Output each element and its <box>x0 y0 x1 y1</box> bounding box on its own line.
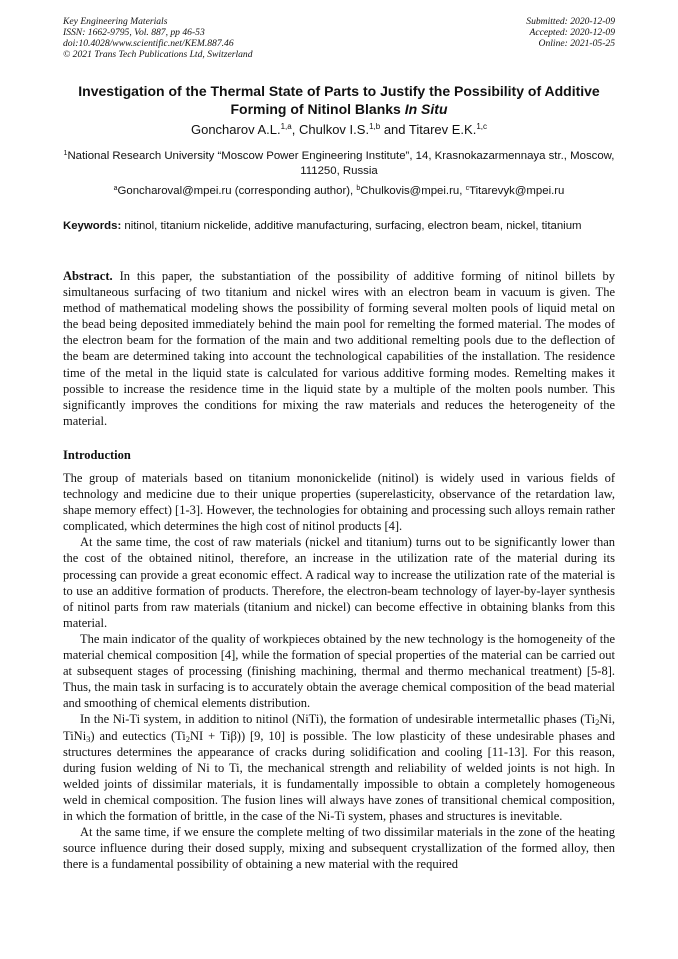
issn-line: ISSN: 1662-9795, Vol. 887, pp 46-53 <box>63 27 205 38</box>
section-heading-introduction: Introduction <box>63 448 131 462</box>
p4-sub-2: 3 <box>86 733 91 744</box>
abstract-text: In this paper, the substantiation of the possibility of additive forming of nitinol billets by simultaneous surfacing of two titanium and nickel wires with an electron beam in vacuum is given. The method of mathematical modeling shows the possibility of forming several molten pools of liquid metal on the bead being deposited immediately behind the main pool for remelting the formed material. The modes of the electron beam for the formation of the main and two additional remelting pools due to the deflection of the beam are determined taking into account the technological capabilities of the installation. The residence time of the metal in the liquid state is calculated for various additive forming modes. Remelting makes it possible to increase the residence time in the liquid state by a multiple of the molten pools number. This significantly improves the conditions for mixing the raw materials and reduces the heterogeneity of the material. <box>63 269 616 428</box>
p4-sub-3: 2 <box>185 733 191 744</box>
author-emails <box>63 184 615 199</box>
intro-paragraph-2: At the same time, the cost of raw materials (nickel and titanium) turns out to be significantly lower than the cost of the obtained nitinol, therefore, an increase in the utilization rate of the material during its processing can provide a great economic effect. A radical way to increase the utilization rate of the material is to use an additive formation of products. Therefore, the electron-beam technology of layer-by-layer synthesis of nitinol parts from raw materials (titanium and nickel) can become effective in obtaining blanks from this material. <box>63 535 615 630</box>
submission-dates <box>526 16 615 49</box>
introduction-body <box>63 470 615 872</box>
title-main: Investigation of the Thermal State of Parts to Justify the Possibility of Additive Forming of Nitinol Blanks <box>78 83 600 117</box>
abstract <box>63 268 615 429</box>
journal-name: Key Engineering Materials <box>63 16 168 27</box>
keywords <box>63 220 615 234</box>
author-2: Chulkov I.S. <box>298 122 370 137</box>
affiliation-text: National Research University “Moscow Power Engineering Institute”, 14, Krasnokazarmennaya str., Moscow, 111250, Russia <box>67 150 615 177</box>
p4-part-a: In the Ni-Ti system, in addition to nitinol (NiTi), the formation of undesirable intermetallic phases (Ti <box>80 712 596 727</box>
submitted-date: Submitted: 2020-12-09 <box>526 16 615 27</box>
keywords-label: Keywords: <box>63 220 122 232</box>
p4-sub-1: 2 <box>595 717 600 728</box>
author-1-sup: 1,a <box>280 122 292 131</box>
email-a-sup: a <box>113 185 118 192</box>
title-italic: In Situ <box>404 101 448 117</box>
author-list: Goncharov A.L.$^{1,a}$, Chulkov I.S.$^{1,b}$ and Titarev E.K.$^{1,c}$ <box>190 122 488 137</box>
doi-line: doi:10.4028/www.scientific.net/KEM.887.46 <box>63 38 234 49</box>
email-b-sup: b <box>356 185 361 192</box>
paper-title <box>63 82 615 118</box>
p4-part-c: ) and eutectics (Ti <box>90 728 186 743</box>
accepted-date: Accepted: 2020-12-09 <box>529 27 615 38</box>
intro-paragraph-4 <box>63 711 615 824</box>
author-3: Titarev E.K. <box>408 122 477 137</box>
online-date: Online: 2021-05-25 <box>538 38 615 49</box>
affiliation <box>63 149 615 179</box>
abstract-label: Abstract. <box>63 269 113 283</box>
copyright-line: © 2021 Trans Tech Publications Ltd, Switzerland <box>63 49 253 60</box>
email-c[interactable]: Titarevyk@mpei.ru <box>469 185 565 197</box>
intro-paragraph-5: At the same time, if we ensure the complete melting of two dissimilar materials in the zone of the heating source influence during their dosed supply, mixing and subsequent crystallization of the formed alloy, then there is a fundamental possibility of obtaining a new material with the required <box>63 825 615 872</box>
intro-paragraph-1: The group of materials based on titanium mononickelide (nitinol) is widely used in various fields of technology and medicine due to their unique properties (superelasticity, observance of the retardation law, shape memory effect) [1-3]. However, the technologies for obtaining and processing such alloys remain rather complicated, which determines the high cost of nitinol products [4]. <box>63 471 615 534</box>
p4-part-b: Ni, TiNi <box>63 712 615 743</box>
p4-part-d: NI + Tiβ)) [9, 10] is possible. The low plasticity of these undesirable phases and structures determines the appearance of cracks during solidification and cooling [11-13]. For this reason, during fusion welding of Ni to Ti, the mechanical strength and reliability of welded joints is not high. In welded joints of dissimilar materials, it is fundamentally impossible to obtain a completely homogeneous weld in chemical composition. The fusion lines will always have zones of transitional chemical composition, in which the formation of brittle, in the case of the Ni-Ti system, phases and structures is inevitable. <box>63 728 615 823</box>
email-a[interactable]: Goncharoval@mpei.ru (corresponding author), <box>117 185 354 197</box>
journal-info <box>63 16 253 60</box>
email-c-sup: c <box>465 185 470 192</box>
author-2-sup: 1,b <box>369 122 381 131</box>
author-connector: and <box>383 122 406 137</box>
email-b[interactable]: Chulkovis@mpei.ru, <box>360 185 463 197</box>
affiliation-sup: 1 <box>63 150 68 157</box>
author-1: Goncharov A.L. <box>190 122 281 137</box>
intro-paragraph-3: The main indicator of the quality of workpieces obtained by the new technology is the homogeneity of the material chemical composition [4], while the formation of special properties of the material can be carried out at subsequent stages of processing (finishing machining, thermal and thermo mechanical treatment) [5-8]. Thus, the main task in surfacing is to accurately obtain the average chemical composition of the bead material and smoothing of chemical elements distribution. <box>63 631 615 711</box>
keywords-text: nitinol, titanium nickelide, additive manufacturing, surfacing, electron beam, nickel, titanium <box>124 220 582 232</box>
author-3-sup: 1,c <box>476 122 488 131</box>
